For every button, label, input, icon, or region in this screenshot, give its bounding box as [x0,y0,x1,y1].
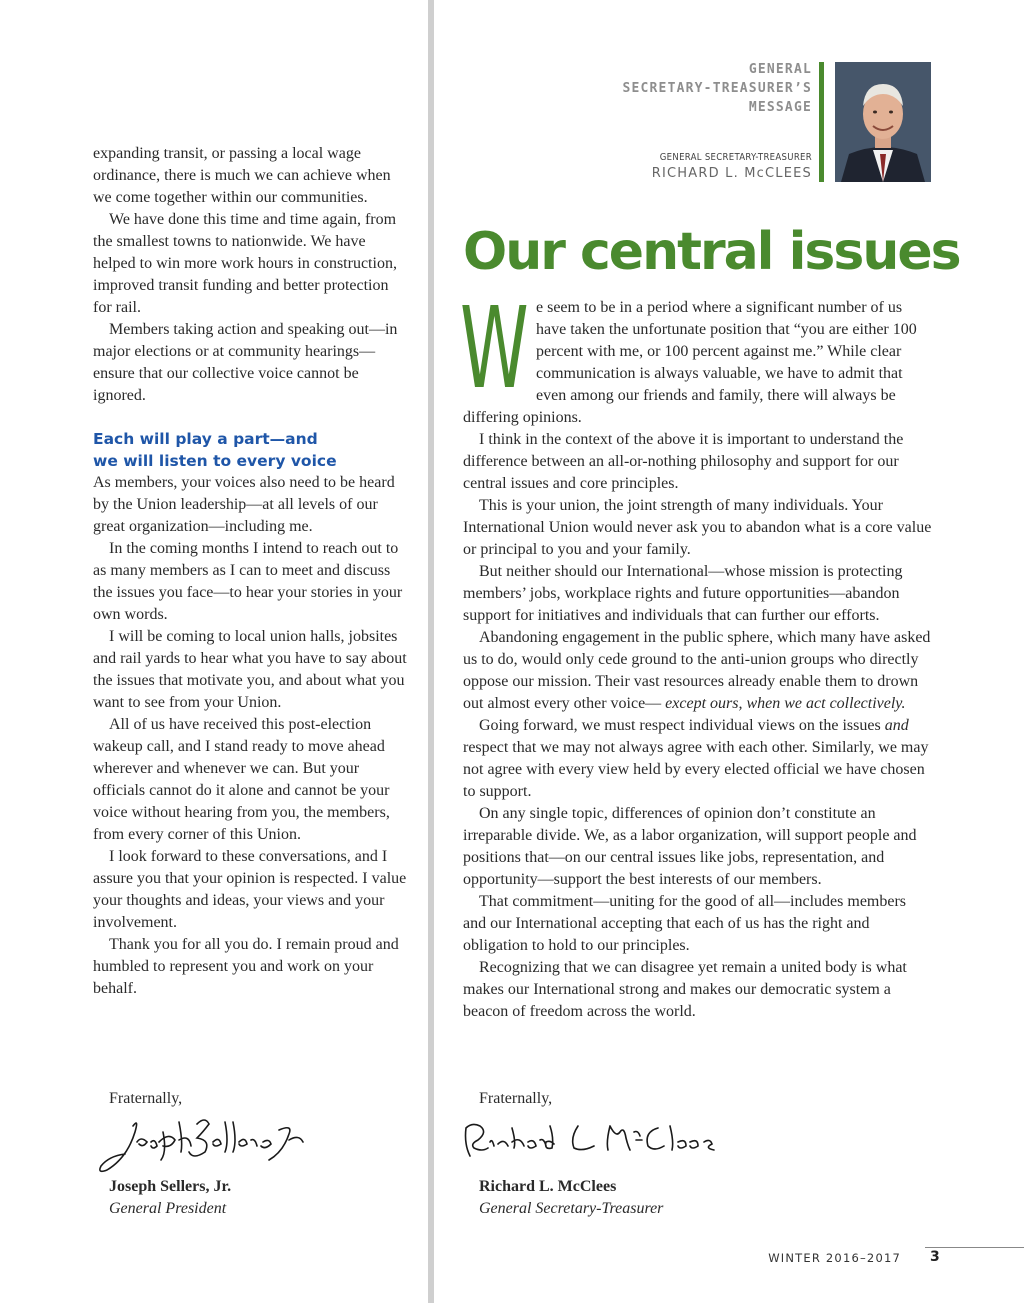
article-headline: Our central issues [463,222,960,282]
page-number: 3 [930,1249,940,1265]
column-divider [428,0,434,1303]
footer-rule [925,1247,1024,1248]
right-paragraph: That commitment—uniting for the good of all—includes members and our International accepting that each of us has the right and obligation to hold to our principles. [463,893,907,954]
left-paragraph: All of us have received this post-election wakeup call, and I stand ready to move ahead wherever and whenever we can. But your officials cannot do it alone and cannot be your voice without hearing from you, the members, from every corner of this Union. [93,716,390,843]
right-paragraph: I think in the context of the above it is important to understand the difference between an all-or-nothing philosophy and support for our central issues and core principles. [463,431,904,492]
left-closing: Fraternally, [109,1090,183,1107]
section-label: GENERAL SECRETARY-TREASURER’S MESSAGE [622,62,812,115]
left-column [93,143,411,1000]
left-paragraph: expanding transit, or passing a local wage ordinance, there is much we can achieve when we come together within our communities. [93,145,391,206]
left-paragraph: I will be coming to local union halls, jobsites and rail yards to hear what you have to say about the issues that motivate you, and about what you want to see from your Union. [93,628,407,711]
left-paragraph: As members, your voices also need to be heard by the Union leadership—at all levels of our great organization—including me. [93,474,395,535]
left-paragraph: Members taking action and speaking out—in major elections or at community hearings—ensure that our collective voice cannot be ignored. [93,321,398,404]
right-paragraph: Recognizing that we can disagree yet remain a united body is what makes our International strong and makes our democratic system a beacon of freedom across the world. [463,959,907,1020]
right-closing: Fraternally, [479,1090,553,1107]
left-paragraph: I look forward to these conversations, and I assure you that your opinion is respected. I value your thoughts and ideas, your views and your involvement. [93,848,407,931]
richard-mcclees-signature [460,1118,730,1166]
issue-date: WINTER 2016–2017 [768,1251,901,1265]
left-subheading: Each will play a part—and we will listen to every voice [93,430,337,470]
right-paragraph: We seem to be in a period where a significant number of us have taken the unfortunate position that “you are either 100 percent with me, or 100 percent against me.” While clear communication is always valuable, we have to admit that even among our friends and family, there will always be differing opinions. [460,284,917,426]
drop-cap: W [460,284,529,414]
portrait-illustration [835,62,931,182]
right-paragraph: On any single topic, differences of opinion don’t constitute an irreparable divide. We, as a labor organization, will support people and positions that—on our central issues like jobs, representation, and opportunity—support the best interests of our members. [463,805,917,888]
left-signer-name: Joseph Sellers, Jr. [109,1178,232,1195]
byline-title: GENERAL SECRETARY-TREASURER [659,152,812,163]
right-paragraph: This is your union, the joint strength of many individuals. Your International Union would never ask you to abandon what is a core value or principal to you and your family. [463,497,932,558]
left-paragraph: In the coming months I intend to reach out to as many members as I can to meet and discuss the issues you face—to hear your stories in your own words. [93,540,403,623]
left-signer-title: General President [109,1200,227,1217]
joseph-sellers-signature [93,1112,323,1178]
right-signer-name: Richard L. McClees [479,1178,617,1195]
byline-name: RICHARD L. McCLEES [651,166,812,181]
author-portrait [835,62,931,182]
right-paragraph: Going forward, we must respect individual views on the issues and respect that we may not always agree with each other. Similarly, we may not agree with every view held by every elected official we have chosen to support. [463,717,929,800]
right-column [460,284,933,1023]
left-paragraph: Thank you for all you do. I remain proud and humbled to represent you and work on your behalf. [93,936,399,997]
right-paragraph: But neither should our International—whose mission is protecting members’ jobs, workplace rights and future opportunities—abandon support for initiatives and individuals that can further our efforts. [463,563,903,624]
right-paragraph: Abandoning engagement in the public sphere, which many have asked us to do, would only cede ground to the anti-union groups who directly oppose our mission. Their vast resources already enable them to drown out almost every other voice— except ours, when we act collectively. [463,629,931,712]
left-paragraph: We have done this time and time again, from the smallest towns to nationwide. We have helped to win more work hours in construction, improved transit funding and better protection for rail. [93,211,397,316]
right-signer-title: General Secretary-Treasurer [479,1200,664,1217]
accent-bar [819,62,824,182]
